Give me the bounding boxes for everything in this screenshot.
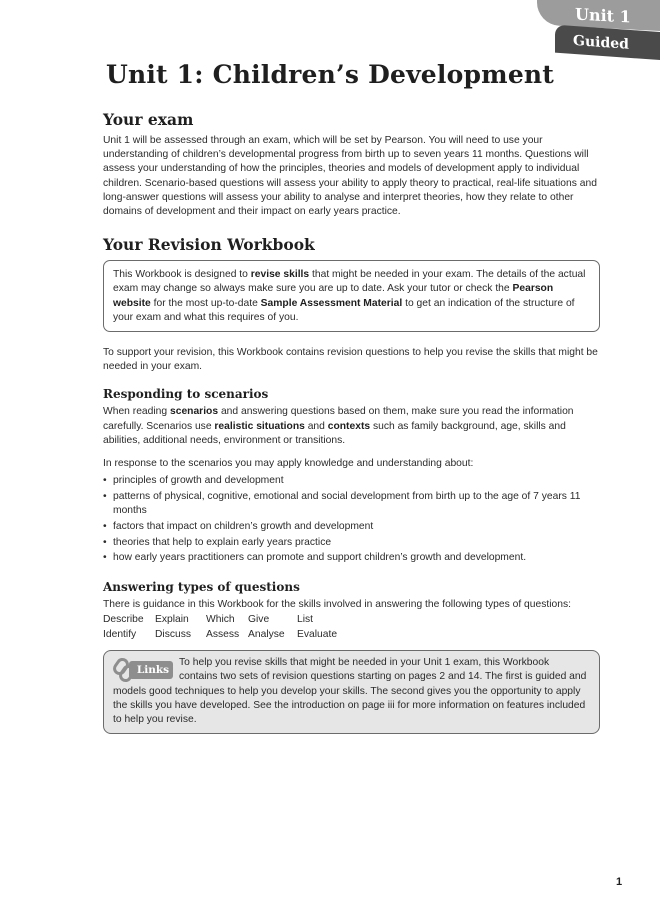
list-item: • factors that impact on children’s growth and development [103,520,600,534]
question-type: Assess [206,629,240,641]
question-type: Explain [155,614,189,626]
links-badge [113,657,173,682]
links-box [103,650,600,734]
unit-tab-label: Unit 1 [575,4,631,27]
question-type: Describe [103,614,144,626]
links-badge-label: Links [129,661,173,679]
page-content [103,110,600,734]
question-type: Which [206,614,235,626]
scenarios-heading: Responding to scenarios [103,387,269,402]
links-text: To help you revise skills that might be needed in your Unit 1 exam, this Workbook contains two sets of revision questions starting on pages 2 and 14. The first is guided and models good techniques to help you develop your skills. The second gives you the opportunity to apply the skills you have developed. See the introduction on page iii for more information on features included to help you revise. [113,657,587,725]
guided-tab [555,25,660,60]
exam-heading: Your exam [103,110,194,129]
question-type: List [297,614,314,626]
workbook-support-text: To support your revision, this Workbook contains revision questions to help you revise the skills that might be needed in your exam. [103,347,598,373]
workbook-info-box [103,260,600,332]
scenarios-intro: In response to the scenarios you may apply knowledge and understanding about: [103,458,474,470]
question-type: Give [248,614,270,626]
question-type: Evaluate [297,629,338,641]
question-types-row-2 [103,627,600,642]
question-type: Analyse [248,629,285,641]
question-types-row-1 [103,612,600,627]
question-type: Identify [103,629,137,641]
list-item: • how early years practitioners can promote and support children’s growth and development. [103,551,600,565]
question-types-heading: Answering types of questions [103,579,300,594]
exam-text: Unit 1 will be assessed through an exam, which will be set by Pearson. You will need to use your understanding of children’s developmental progress from birth up to seven years 11 months. Questions will assess your understanding of how the principles, theories and models of development apply to individual children. Scenario-based questions will assess your ability to apply theory to practical, real-life situations and long-answer questions will assess your ability to analyse and interpret theories, how they relate to other domains of development and their impact on early years practice. [103,135,597,218]
chain-link-icon [113,657,137,683]
page-number: 1 [616,876,623,888]
list-item: • patterns of physical, cognitive, emotional and social development from birth up to the age of 7 years 11 months [103,490,600,518]
list-item: • theories that help to explain early years practice [103,536,600,550]
workbook-box-text: This Workbook is designed to revise skills that might be needed in your exam. The details of the actual exam may change so always make sure you are up to date. Ask your tutor or check the Pearson website for the most up-to-date Sample Assessment Material to get an indication of the structure of your exam and what this requires of you. [113,269,586,323]
guided-tab-label: Guided [573,32,629,53]
unit-tab [537,0,660,31]
workbook-heading: Your Revision Workbook [103,235,315,255]
scenarios-paragraph: When reading scenarios and answering questions based on them, make sure you read the information carefully. Scenarios use realistic situations and contexts such as family background, age, skills and abilities, additional needs, environment or transitions. [103,406,574,446]
question-type: Discuss [155,629,192,641]
page-title: Unit 1: Children’s Development [105,60,555,89]
question-types-intro: There is guidance in this Workbook for the skills involved in answering the following types of questions: [103,598,571,610]
list-item: • principles of growth and development [103,474,600,488]
scenarios-bullet-list [103,474,600,565]
